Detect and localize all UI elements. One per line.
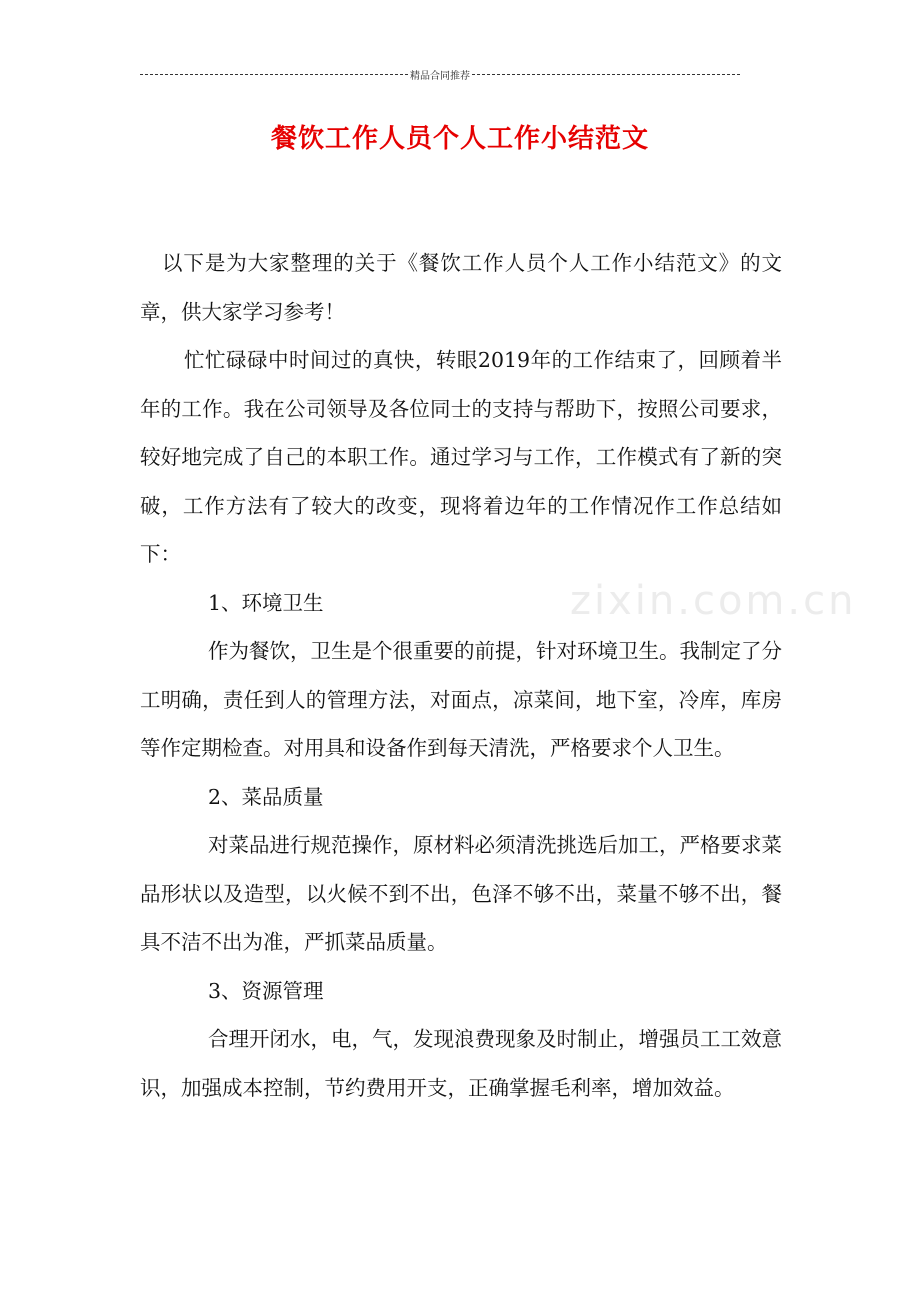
- watermark: zixin.com.cn: [570, 578, 857, 624]
- section-heading: 3、资源管理: [208, 978, 324, 1003]
- document-title: 餐饮工作人员个人工作小结范文: [270, 124, 649, 154]
- intro-paragraph: 以下是为大家整理的关于《餐饮工作人员个人工作小结范文》的文章，供大家学习参考！: [140, 251, 782, 324]
- document-body: [140, 239, 782, 1112]
- section-paragraph: 对菜品进行规范操作，原材料必须清洗挑选后加工，严格要求菜品形状以及造型，以火候不到不出，色泽不够不出，菜量不够不出，餐具不洁不出为准，严抓菜品质量。: [140, 833, 782, 954]
- header-label: 精品合同推荐: [410, 70, 470, 82]
- section-paragraph: 合理开闭水，电，气，发现浪费现象及时制止，增强员工工效意识，加强成本控制，节约费用开支，正确掌握毛利率，增加效益。: [140, 1027, 782, 1100]
- section-paragraph: 作为餐饮，卫生是个很重要的前提，针对环境卫生。我制定了分工明确，责任到人的管理方法，对面点，凉菜间，地下室，冷库，库房等作定期检查。对用具和设备作到每天清洗，严格要求个人卫生。: [140, 639, 782, 760]
- header-dash-right: [472, 74, 740, 75]
- section-heading: 1、环境卫生: [208, 590, 324, 615]
- opening-paragraph: 忙忙碌碌中时间过的真快，转眼2019年的工作结束了，回顾着半年的工作。我在公司领导及各位同士的支持与帮助下，按照公司要求，较好地完成了自己的本职工作。通过学习与工作，工作模式有了新的突破，工作方法有了较大的改变，现将着边年的工作情况作工作总结如下：: [140, 348, 782, 566]
- header-rule: [140, 66, 740, 82]
- section-heading: 2、菜品质量: [208, 784, 324, 809]
- header-dash-left: [140, 74, 408, 75]
